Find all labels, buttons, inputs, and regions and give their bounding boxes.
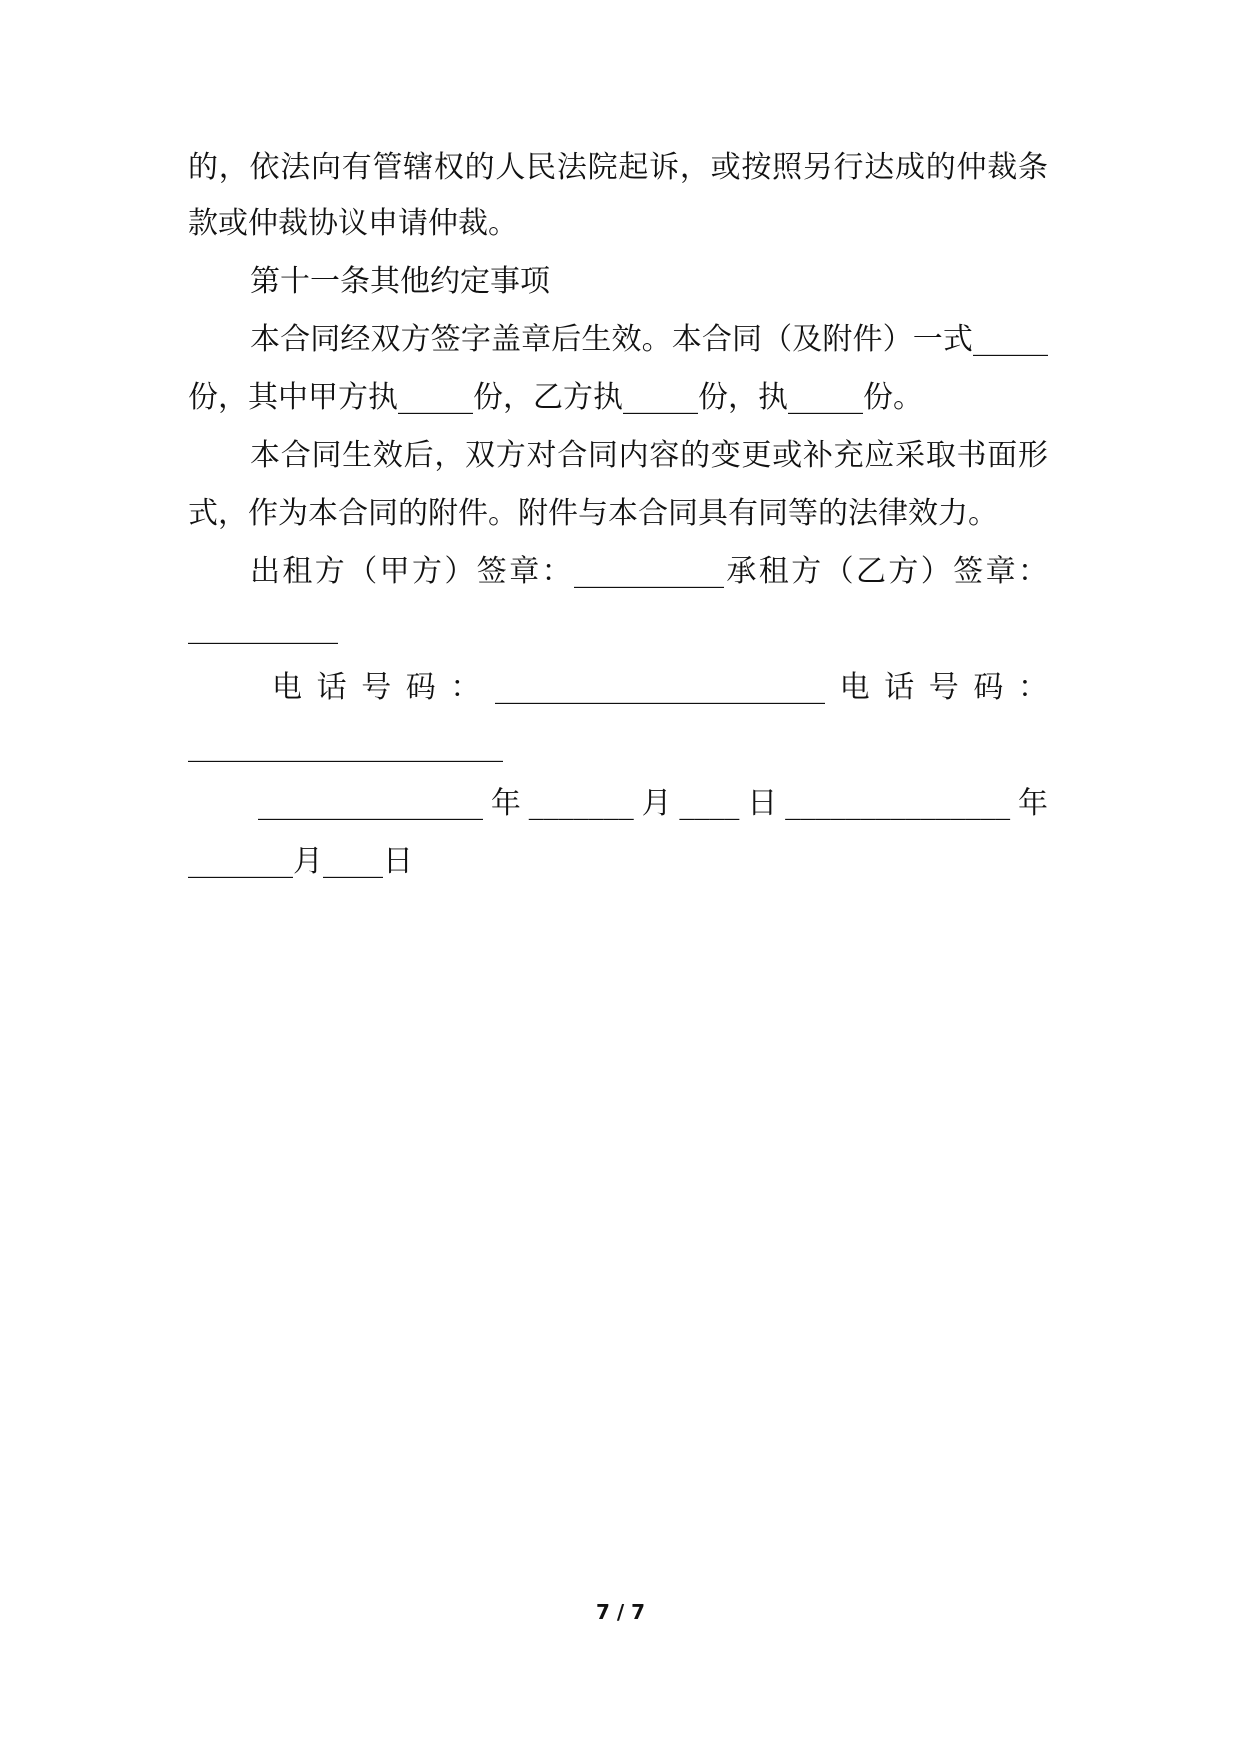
paragraph-line: 本合同经双方签字盖章后生效。本合同（及附件）一式_____ xyxy=(250,322,1048,357)
page-number: 7 / 7 xyxy=(595,1600,646,1624)
phone-line: 电话号码：______________________电话号码： xyxy=(272,670,1048,705)
section-heading: 第十一条其他约定事项 xyxy=(250,264,550,299)
paragraph-line: 份，其中甲方执_____份，乙方执_____份，执_____份。 xyxy=(188,380,923,415)
paragraph-line: 的，依法向有管辖权的人民法院起诉，或按照另行达成的仲裁条 xyxy=(188,150,1048,185)
date-line: _______________年_______月____日_______________年 xyxy=(258,786,1048,821)
paragraph-line: 本合同生效后，双方对合同内容的变更或补充应采取书面形 xyxy=(250,438,1048,473)
signature-blank: __________ xyxy=(188,610,338,645)
paragraph-line: 款或仲裁协议申请仲裁。 xyxy=(188,206,518,241)
signature-line: 出租方（甲方）签章：__________承租方（乙方）签章： xyxy=(250,554,1048,589)
paragraph-line: 式，作为本合同的附件。附件与本合同具有同等的法律效力。 xyxy=(188,496,998,531)
phone-blank: _____________________ xyxy=(188,728,503,763)
date-line-continued: _______月____日 xyxy=(188,844,413,879)
